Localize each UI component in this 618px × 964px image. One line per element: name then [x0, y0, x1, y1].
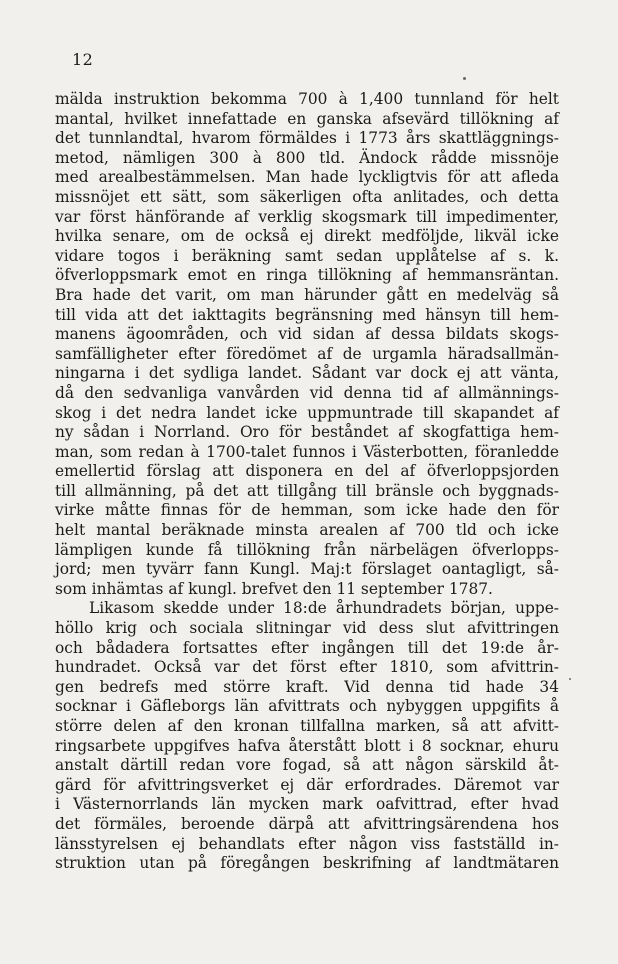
text-line: ny sådan i Norrland. Oro för beståndet af skogfattiga hem- [55, 423, 559, 442]
text-line: ningarna i det sydliga landet. Sådant var dock ej att vänta, [55, 364, 559, 383]
text-line: var först hänförande af verklig skogsmark till impedimenter, [55, 207, 559, 226]
text-line: emellertid förslag att disponera en del af öfverloppsjorden [55, 462, 559, 481]
text-line: med arealbestämmelsen. Man hade lyckligtvis för att afleda [55, 168, 559, 187]
text-line: helt mantal beräknade minsta arealen af 700 tld och icke [55, 521, 559, 540]
text-line: mantal, hvilket innefattade en ganska afsevärd tillökning af [55, 109, 559, 128]
body-text [55, 90, 559, 874]
text-line: större delen af den kronan tillfallna marken, så att afvitt- [55, 717, 559, 735]
text-line: då den sedvanliga vanvården vid denna tid af allmännings- [55, 383, 559, 402]
text-line: som inhämtas af kungl. brefvet den 11 september 1787. [55, 579, 493, 598]
text-line: ringsarbete uppgifves hafva återstått blott i 8 socknar, ehuru [55, 736, 559, 755]
text-line: socknar i Gäfleborgs län afvittrats och nybyggen uppgifits å [55, 697, 559, 716]
text-line: hvilka senare, om de också ej direkt medföljde, likväl icke [55, 227, 559, 246]
text-line: man, som redan à 1700-talet funnos i Västerbotten, föranledde [55, 442, 559, 461]
page-number: 12 [72, 50, 94, 69]
text-line: gärd för afvittringsverket ej där erfordrades. Däremot var [55, 775, 559, 794]
text-line: jord; men tyvärr fann Kungl. Maj:t förslaget oantagligt, så- [55, 560, 559, 579]
text-line: missnöjet ett sätt, som säkerligen ofta anlitades, och detta [55, 187, 559, 206]
text-line: skog i det nedra landet icke uppmuntrade till skapandet af [55, 403, 559, 422]
text-line: gen bedrefs med större kraft. Vid denna tid hade 34 [55, 677, 559, 696]
text-line: metod, nämligen 300 à 800 tld. Ändock rådde missnöje [55, 148, 559, 167]
text-line: öfverloppsmark emot en ringa tillökning af hemmansräntan. [55, 266, 559, 285]
text-line: virke måtte finnas för de hemman, som icke hade den för [55, 501, 559, 520]
text-line: vidare togos i beräkning samt sedan upplåtelse af s. k. [55, 246, 559, 265]
text-line: till vida att det iakttagits begränsning med hänsyn till hem- [55, 305, 559, 324]
text-line: i Västernorrlands län mycken mark oafvittrad, efter hvad [55, 795, 559, 814]
text-line: anstalt därtill redan vore fogad, så att någon särskild åt- [55, 756, 559, 775]
text-line: höllo krig och sociala slitningar vid dess slut afvittringen [55, 619, 559, 638]
text-line: länsstyrelsen ej behandlats efter någon viss fastställd in- [55, 834, 559, 853]
text-line: manens ägoområden, och vid sidan af dessa bildats skogs- [55, 325, 559, 344]
text-line: Likasom skedde under 18:de århundradets början, uppe- [89, 599, 559, 618]
text-line: Bra hade det varit, om man härunder gått en medelväg så [55, 285, 559, 304]
text-line: det förmäles, beroende därpå att afvittringsärendena hos [55, 814, 559, 833]
text-line: till allmänning, på det att tillgång till bränsle och byggnads- [55, 481, 559, 500]
print-speck [569, 678, 571, 680]
text-line: och bådadera fortsattes efter ingången till det 19:de år- [55, 638, 559, 657]
text-line: lämpligen kunde få tillökning från närbelägen öfverlopps- [55, 540, 559, 559]
print-speck [463, 77, 466, 80]
text-line: samfälligheter efter föredömet af de urgamla häradsallmän- [55, 344, 559, 363]
text-line: hundradet. Också var det först efter 1810, som afvittrin- [55, 658, 559, 677]
text-line: det tunnlandtal, hvarom förmäldes i 1773 års skattläggnings- [55, 129, 559, 148]
text-line: struktion utan på föregången beskrifning af landtmätaren [55, 854, 559, 873]
text-line: mälda instruktion bekomma 700 à 1,400 tunnland för helt [55, 90, 559, 108]
